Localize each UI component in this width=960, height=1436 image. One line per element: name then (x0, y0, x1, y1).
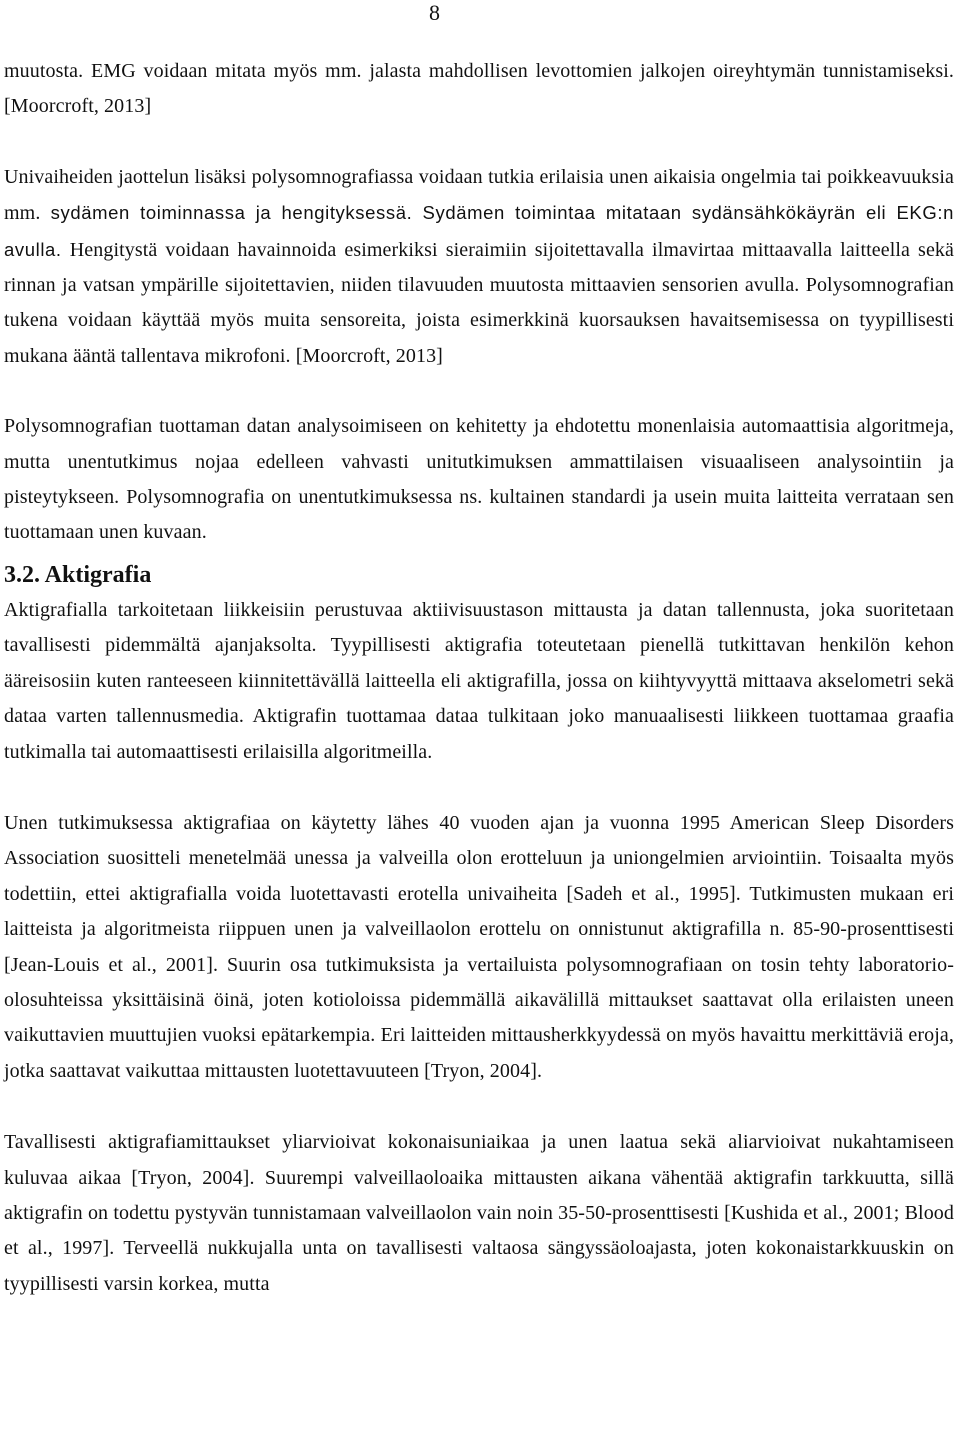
paragraph-polysomnography-analysis: Polysomnografian tuottaman datan analysoimiseen on kehitetty ja ehdotettu monenlaisia automaattisia algoritmeja, mutta unentutkimus nojaa edelleen vahvasti unitutkimuksen ammattilaisen visuaaliseen analysointiin ja pisteytykseen. Polysomnografia on unentutkimuksessa ns. kultainen standardi ja usein muita laitteita verrataan sen tuottamaan unen kuvaan. (4, 415, 954, 544)
paragraph-aktigrafia-accuracy: Tavallisesti aktigrafiamittaukset yliarvioivat kokonaisuniaikaa ja unen laatua sekä aliarvioivat nukahtamiseen kuluvaa aikaa [Tryon, 2004]. Suurempi valveillaoloaika mittausten aikana vähentää aktigrafin tarkkuutta, sillä aktigrafin on todettu pystyvän tunnistamaan valveillaolon vain noin 35-50-prosenttisesti [Kushida et al., 2001; Blood et al., 1997]. Terveellä nukkujalla unta on tavallisesti valtaosa sängyssäoloajasta, joten kokonaistarkkuuskin on tyypillisesti varsin korkea, mutta (4, 1131, 954, 1295)
paragraph-emg: muutosta. EMG voidaan mitata myös mm. jalasta mahdollisen levottomien jalkojen oireyhtymän tunnistamiseksi. [Moorcroft, 2013] (4, 60, 954, 118)
paragraph-aktigrafia-history: Unen tutkimuksessa aktigrafiaa on käytetty lähes 40 vuoden ajan ja vuonna 1995 American Sleep Disorders Association suositteli menetelmää unessa ja valveilla olon erotteluun ja uniongelmien arviointiin. Toisaalta myös todettiin, ettei aktigrafialla voida luotettavasti erotella univaiheita [Sadeh et al., 1995]. Tutkimusten mukaan eri laitteista ja algoritmeista riippuen unen ja valveillaolon erottelu on onnistunut aktigrafilla n. 85-90-prosenttisesti [Jean-Louis et al., 2001]. Suurin osa tutkimuksista ja vertailuista polysomnografiaan on tosin tehty laboratorio-olosuhteissa yksittäisinä öinä, joten kotioloissa pidemmällä aikavälillä mittaukset saattavat olla erilaisten uneen vaikuttavien muuttujien vuoksi epätarkempia. Eri laitteiden mittausherkkyydessä on myös havaittu merkittäviä eroja, jotka saattavat vaikuttaa mittausten luotettavuuteen [Tryon, 2004]. (4, 811, 954, 1082)
page-number: 8 (429, 0, 440, 25)
section-heading-aktigrafia: 3.2. Aktigrafia (4, 561, 152, 588)
paragraph-aktigrafia-definition: Aktigrafialla tarkoitetaan liikkeisiin perustuvaa aktiivisuustason mittausta ja datan tallennusta, joka suoritetaan tavallisesti pidemmältä ajanjaksolta. Tyypillisesti aktigrafia toteutetaan pienellä tutkittavan henkilön kehon ääreisosiin kuten ranteeseen kiinnitettävällä laitteella eli aktigrafilla, jossa on kiihtyvyyttä mittaava akselometri sekä dataa varten tallennusmedia. Aktigrafin tuottamaa dataa tulkitaan joko manuaalisesti liikkeen tuottamaa graafia tutkimalla tai automaattisesti erilaisilla algoritmeilla. (4, 598, 954, 763)
document-body (4, 54, 954, 1302)
paragraph-polysomnography-sensors (4, 160, 954, 374)
paragraph-text-run-sans: sydämen toiminnassa ja hengityksessä. Sydämen toimintaa mitataan sydänsähkökäyrän eli EKG:n avulla. (4, 202, 954, 260)
paragraph-text-run: Univaiheiden jaottelun lisäksi polysomnografiassa voidaan tutkia erilaisia unen aikaisia ongelmia tai poikkeavuuksia mm. (4, 165, 954, 225)
paragraph-text-run: Hengitystä voidaan havainnoida esimerkiksi sieraimiin sijoitettavalla ilmavirtaa mittaavalla laitteella sekä rinnan ja vatsan ympärille sijoitettavien, niiden tilavuuden muutosta mittaavien sensorien avulla. Polysomnografian tukena voidaan käyttää myös muita sensoreita, joista esimerkkinä kuorsauksen havaitsemisessa on tyypillisesti mukana ääntä tallentava mikrofoni. [Moorcroft, 2013] (4, 238, 954, 367)
